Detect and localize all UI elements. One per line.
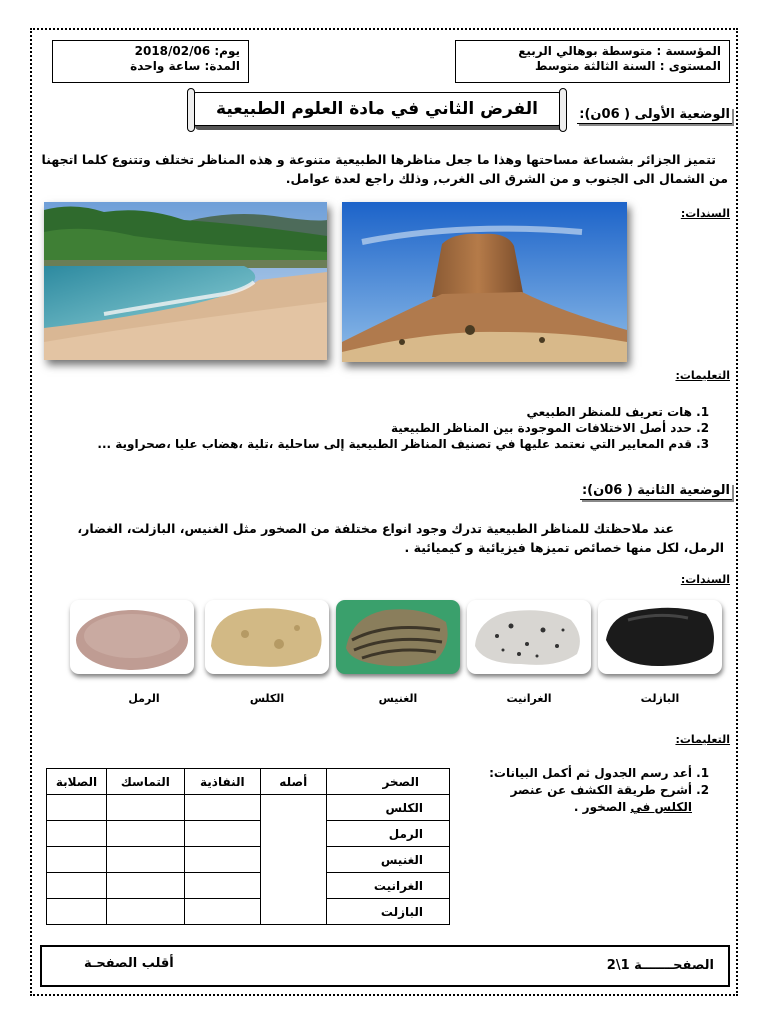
instruction-item: 1. أعد رسم الجدول ثم أكمل البيانات: (468, 765, 692, 782)
exam-info-box (52, 40, 249, 83)
instructions-label-1: التعليمات: (675, 369, 730, 382)
institution-text: المؤسسة : متوسطة بوهالي الربيع (518, 44, 721, 58)
row-label: الرمل (326, 821, 449, 847)
header-permeability: النفاذية (184, 769, 260, 795)
date-text: يوم: 2018/02/06 (134, 44, 240, 58)
limestone-image (205, 600, 329, 674)
situation1-paragraph (40, 150, 728, 188)
instruction2-rest: الصخور . (573, 800, 631, 814)
header-hardness: الصلابة (47, 769, 107, 795)
empty-cell (107, 847, 185, 873)
granite-image (467, 600, 591, 674)
instruction2-line1: أشرح طريقة الكشف عن عنصر (510, 783, 692, 797)
empty-cell (107, 899, 185, 925)
exam-title (192, 92, 562, 126)
instruction2-underlined: الكلس في (630, 800, 692, 814)
page-footer (40, 945, 730, 987)
situation2-line1: عند ملاحظتك للمناظر الطبيعية تدرك وجود انواع مختلفة من الصخور مثل الغنيس، البازلت، الغضار، (77, 521, 674, 536)
desert-image (342, 202, 627, 362)
empty-cell (107, 821, 185, 847)
instructions-label-2: التعليمات: (675, 733, 730, 746)
header-rock: الصخر (326, 769, 449, 795)
school-info-box (455, 40, 730, 83)
row-label: الكلس (326, 795, 449, 821)
page-number: الصفحـــــــة 1\2 (606, 958, 714, 973)
situation2-instructions (468, 765, 714, 816)
situation1-line1: تتميز الجزائر بشساعة مساحتها وهذا ما جعل مناظرها الطبيعية متنوعة و هذه المناظر تختلف وتتنوع كلما اتجهنا (41, 152, 716, 167)
exam-title-text: الفرض الثاني في مادة العلوم الطبيعية (216, 99, 538, 119)
desert-rock-photo (342, 202, 627, 362)
instruction-item: 3. قدم المعايير التي نعتمد عليها في تصنيف المناظر الطبيعية إلى ساحلية ،تلية ،هضاب عليا ،صحراوية ... (80, 436, 692, 452)
empty-cell (184, 899, 260, 925)
empty-cell (107, 873, 185, 899)
rock-caption-limestone: الكلس (249, 692, 285, 705)
sand-image (70, 600, 194, 674)
instruction-item (468, 782, 692, 816)
empty-cell (184, 847, 260, 873)
rock-caption-granite: الغرانيت (506, 692, 552, 705)
duration-text: المدة: ساعة واحدة (130, 59, 240, 73)
row-label: البازلت (326, 899, 449, 925)
documents-label-1: السندات: (680, 207, 730, 220)
row-label: الغنيس (326, 847, 449, 873)
gneiss-rock-icon (336, 600, 460, 674)
table-header-row (47, 769, 450, 795)
empty-cell (184, 873, 260, 899)
turn-page-note: أقلب الصفحـة (84, 956, 174, 971)
origin-merged-cell (260, 795, 326, 925)
rock-caption-sand: الرمل (128, 692, 160, 705)
level-text: المستوى : السنة الثالثة متوسط (534, 59, 721, 73)
table-row (47, 821, 450, 847)
row-label: الغرانيت (326, 873, 449, 899)
granite-rock-icon (467, 600, 591, 674)
beach-landscape-photo (44, 202, 327, 360)
situation1-instructions (80, 404, 714, 452)
situation2-line2: الرمل، لكل منها خصائص تميزها فيزيائية و كيميائية . (404, 540, 724, 555)
beach-image (44, 202, 327, 360)
basalt-image (598, 600, 722, 674)
situation1-instructions-list (80, 404, 714, 452)
basalt-rock-icon (598, 600, 722, 674)
table-row (47, 795, 450, 821)
instruction-item: 2. حدد أصل الاختلافات الموجودة بين المناظر الطبيعية (80, 420, 692, 436)
situation2-instructions-list (468, 765, 714, 816)
header-cohesion: التماسك (107, 769, 185, 795)
instruction-item: 1. هات تعريف للمنظر الطبيعي (80, 404, 692, 420)
empty-cell (47, 873, 107, 899)
sand-pile-icon (70, 600, 194, 674)
empty-cell (184, 821, 260, 847)
empty-cell (47, 899, 107, 925)
empty-cell (47, 821, 107, 847)
empty-cell (184, 795, 260, 821)
situation2-heading: الوضعية الثانية ( 06ن): (581, 483, 730, 498)
empty-cell (47, 847, 107, 873)
table-row (47, 873, 450, 899)
rock-caption-basalt: البازلت (640, 692, 680, 705)
rock-caption-gneiss: الغنيس (378, 692, 418, 705)
empty-cell (107, 795, 185, 821)
header-origin: أصله (260, 769, 326, 795)
limestone-rock-icon (205, 600, 329, 674)
rock-properties-table (46, 768, 450, 925)
situation2-paragraph (40, 519, 724, 557)
situation1-line2: من الشمال الى الجنوب و من الشرق الى الغرب, وذلك راجع لعدة عوامل. (285, 171, 728, 186)
gneiss-image (336, 600, 460, 674)
empty-cell (47, 795, 107, 821)
situation1-heading: الوضعية الأولى ( 06ن): (579, 107, 730, 122)
table-row (47, 847, 450, 873)
table-row (47, 899, 450, 925)
documents-label-2: السندات: (680, 573, 730, 586)
